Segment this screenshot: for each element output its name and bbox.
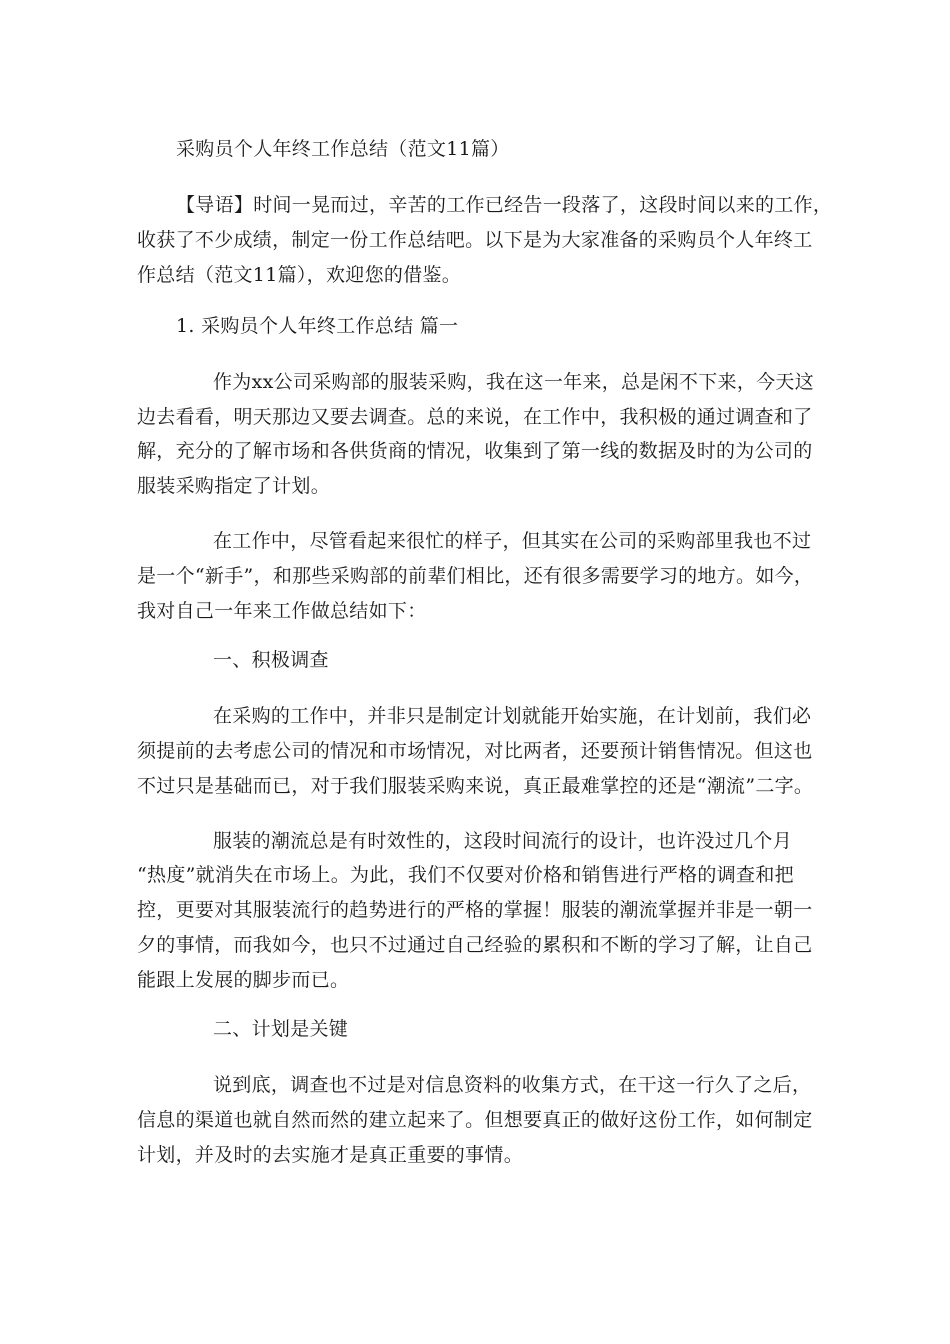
intro-line: 收获了不少成绩，制定一份工作总结吧。以下是为大家准备的采购员个人年终工 bbox=[137, 229, 813, 251]
subsection-heading: 一、积极调查 bbox=[213, 649, 329, 671]
paragraph-line: 我对自己一年来工作做总结如下： bbox=[137, 600, 427, 622]
paragraph-line: 在采购的工作中，并非只是制定计划就能开始实施，在计划前，我们必 bbox=[213, 705, 812, 727]
intro-line: 作总结（范文11篇），欢迎您的借鉴。 bbox=[137, 264, 462, 286]
paragraph-line: 服装采购指定了计划。 bbox=[137, 475, 331, 497]
paragraph-line: 信息的渠道也就自然而然的建立起来了。但想要真正的做好这份工作，如何制定 bbox=[137, 1109, 813, 1131]
paragraph-line: 不过只是基础而已，对于我们服装采购来说，真正最难掌控的还是“潮流”二字。 bbox=[137, 775, 814, 797]
paragraph-line: 须提前的去考虑公司的情况和市场情况，对比两者，还要预计销售情况。但这也 bbox=[137, 740, 813, 762]
section-heading: 1. 采购员个人年终工作总结 篇一 bbox=[176, 315, 459, 337]
paragraph-line: 能跟上发展的脚步而已。 bbox=[137, 969, 350, 991]
paragraph-line: “热度”就消失在市场上。为此，我们不仅要对价格和销售进行严格的调查和把 bbox=[137, 864, 794, 886]
subsection-heading: 二、计划是关键 bbox=[213, 1018, 349, 1040]
paragraph-line: 控，更要对其服装流行的趋势进行的严格的掌握！服装的潮流掌握并非是一朝一 bbox=[137, 899, 813, 921]
document-title: 采购员个人年终工作总结（范文11篇） bbox=[176, 138, 510, 160]
paragraph-line: 在工作中，尽管看起来很忙的样子，但其实在公司的采购部里我也不过 bbox=[213, 530, 812, 552]
paragraph-line: 作为xx公司采购部的服装采购，我在这一年来，总是闲不下来，今天这 bbox=[213, 371, 815, 393]
paragraph-line: 边去看看，明天那边又要去调查。总的来说，在工作中，我积极的通过调查和了 bbox=[137, 406, 813, 428]
intro-line: 【导语】时间一晃而过，辛苦的工作已经告一段落了，这段时间以来的工作， bbox=[176, 194, 833, 216]
paragraph-line: 计划，并及时的去实施才是真正重要的事情。 bbox=[137, 1144, 524, 1166]
paragraph-line: 解，充分的了解市场和各供货商的情况，收集到了第一线的数据及时的为公司的 bbox=[137, 440, 813, 462]
paragraph-line: 说到底，调查也不过是对信息资料的收集方式，在干这一行久了之后， bbox=[213, 1074, 812, 1096]
paragraph-line: 夕的事情，而我如今，也只不过通过自己经验的累积和不断的学习了解，让自己 bbox=[137, 934, 813, 956]
paragraph-line: 服装的潮流总是有时效性的，这段时间流行的设计，也许没过几个月 bbox=[213, 830, 793, 852]
paragraph-line: 是一个“新手”，和那些采购部的前辈们相比，还有很多需要学习的地方。如今， bbox=[137, 565, 814, 587]
